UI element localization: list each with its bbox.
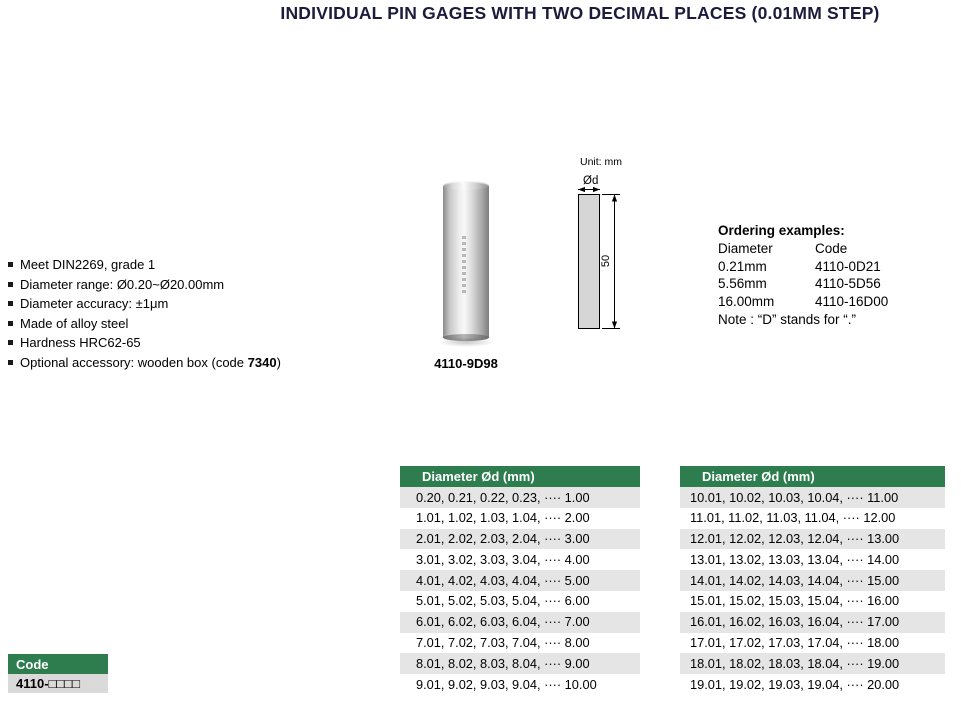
table-row: 13.01, 13.02, 13.03, 13.04, ···· 14.00 bbox=[680, 549, 945, 570]
ordering-note: Note : “D” stands for “.” bbox=[718, 311, 857, 327]
arrow-down-icon bbox=[612, 322, 617, 329]
table-row: 9.01, 9.02, 9.03, 9.04, ···· 10.00 bbox=[400, 674, 640, 695]
table-row: 19.01, 19.02, 19.03, 19.04, ···· 20.00 bbox=[680, 674, 945, 695]
bullet-square-icon bbox=[8, 360, 13, 365]
feature-text bbox=[20, 355, 281, 370]
arrow-right-icon bbox=[593, 187, 600, 192]
diameter-dim-label: Ød bbox=[583, 175, 599, 187]
ordering-col-code: Code bbox=[815, 241, 848, 256]
page-title: INDIVIDUAL PIN GAGES WITH TWO DECIMAL PLACES (0.01MM STEP) bbox=[280, 3, 880, 23]
length-dim-label: 50 bbox=[600, 254, 612, 268]
table-header: Diameter Ød (mm) bbox=[680, 466, 945, 487]
table-row: 5.01, 5.02, 5.03, 5.04, ···· 6.00 bbox=[400, 591, 640, 612]
ordering-code: 4110-0D21 bbox=[815, 258, 881, 274]
bullet-square-icon bbox=[8, 282, 13, 287]
table-row: 14.01, 14.02, 14.03, 14.04, ···· 15.00 bbox=[680, 570, 945, 591]
table-body bbox=[680, 487, 945, 695]
feature-text: Diameter accuracy: ±1μm bbox=[20, 296, 169, 312]
table-row: 10.01, 10.02, 10.03, 10.04, ···· 11.00 bbox=[680, 487, 945, 508]
pin-top-cap bbox=[443, 181, 489, 190]
pin-gage-photo bbox=[443, 181, 489, 341]
feature-text: Hardness HRC62-65 bbox=[20, 335, 141, 351]
table-row: 17.01, 17.02, 17.03, 17.04, ···· 18.00 bbox=[680, 633, 945, 654]
feature-text: Meet DIN2269, grade 1 bbox=[20, 257, 156, 272]
diameter-table-2 bbox=[680, 466, 945, 695]
table-body bbox=[400, 487, 640, 695]
table-row: 12.01, 12.02, 12.03, 12.04, ···· 13.00 bbox=[680, 529, 945, 550]
table-row: 1.01, 1.02, 1.03, 1.04, ···· 2.00 bbox=[400, 508, 640, 529]
table-row: 0.20, 0.21, 0.22, 0.23, ···· 1.00 bbox=[400, 487, 640, 508]
pin-shadow bbox=[437, 337, 495, 347]
feature-item bbox=[8, 316, 281, 331]
bullet-square-icon bbox=[8, 340, 13, 345]
diameter-table-1 bbox=[400, 466, 640, 695]
bullet-square-icon bbox=[8, 321, 13, 326]
feature-text: Diameter range: Ø0.20~Ø20.00mm bbox=[20, 276, 225, 292]
feature-item bbox=[8, 335, 281, 350]
technical-drawing bbox=[558, 153, 652, 341]
pin-engraving-mark bbox=[462, 236, 466, 296]
arrow-up-icon bbox=[612, 195, 617, 202]
table-row: 6.01, 6.02, 6.03, 6.04, ···· 7.00 bbox=[400, 612, 640, 633]
feature-item bbox=[8, 257, 281, 272]
bullet-square-icon bbox=[8, 262, 13, 267]
code-box bbox=[8, 654, 108, 693]
ordering-col-diameter: Diameter bbox=[718, 241, 773, 256]
table-row: 2.01, 2.02, 2.03, 2.04, ···· 3.00 bbox=[400, 529, 640, 550]
feature-list bbox=[8, 257, 281, 375]
table-row: 3.01, 3.02, 3.03, 3.04, ···· 4.00 bbox=[400, 549, 640, 570]
feature-item bbox=[8, 296, 281, 311]
table-row: 11.01, 11.02, 11.03, 11.04, ···· 12.00 bbox=[680, 508, 945, 529]
table-row: 15.01, 15.02, 15.03, 15.04, ···· 16.00 bbox=[680, 591, 945, 612]
accessory-suffix: ) bbox=[276, 354, 281, 370]
pin-outline-rect bbox=[579, 195, 600, 329]
ordering-code: 4110-5D56 bbox=[815, 276, 881, 292]
unit-label: Unit: mm bbox=[580, 156, 622, 168]
code-box-header: Code bbox=[8, 654, 108, 674]
ordering-examples bbox=[718, 223, 888, 327]
feature-item bbox=[8, 277, 281, 292]
feature-text: Made of alloy steel bbox=[20, 315, 129, 331]
ordering-diameter: 5.56mm bbox=[718, 276, 767, 292]
ordering-diameter: 0.21mm bbox=[718, 258, 767, 274]
table-row: 7.01, 7.02, 7.03, 7.04, ···· 8.00 bbox=[400, 633, 640, 654]
product-model-label: 4110-9D98 bbox=[434, 356, 498, 371]
ordering-diameter: 16.00mm bbox=[718, 293, 775, 309]
code-box-value: 4110-□□□□ bbox=[8, 674, 108, 693]
table-row: 8.01, 8.02, 8.03, 8.04, ···· 9.00 bbox=[400, 653, 640, 674]
pin-body bbox=[443, 185, 489, 338]
table-header: Diameter Ød (mm) bbox=[400, 466, 640, 487]
ordering-table bbox=[718, 241, 888, 309]
arrow-left-icon bbox=[578, 187, 585, 192]
table-row: 18.01, 18.02, 18.03, 18.04, ···· 19.00 bbox=[680, 653, 945, 674]
feature-item-accessory bbox=[8, 355, 281, 370]
ordering-title: Ordering examples: bbox=[718, 223, 845, 238]
accessory-code: 7340 bbox=[247, 354, 277, 370]
ordering-code: 4110-16D00 bbox=[815, 293, 889, 309]
table-row: 4.01, 4.02, 4.03, 4.04, ···· 5.00 bbox=[400, 570, 640, 591]
table-row: 16.01, 16.02, 16.03, 16.04, ···· 17.00 bbox=[680, 612, 945, 633]
accessory-prefix: Optional accessory: wooden box (code bbox=[20, 354, 248, 370]
bullet-square-icon bbox=[8, 301, 13, 306]
